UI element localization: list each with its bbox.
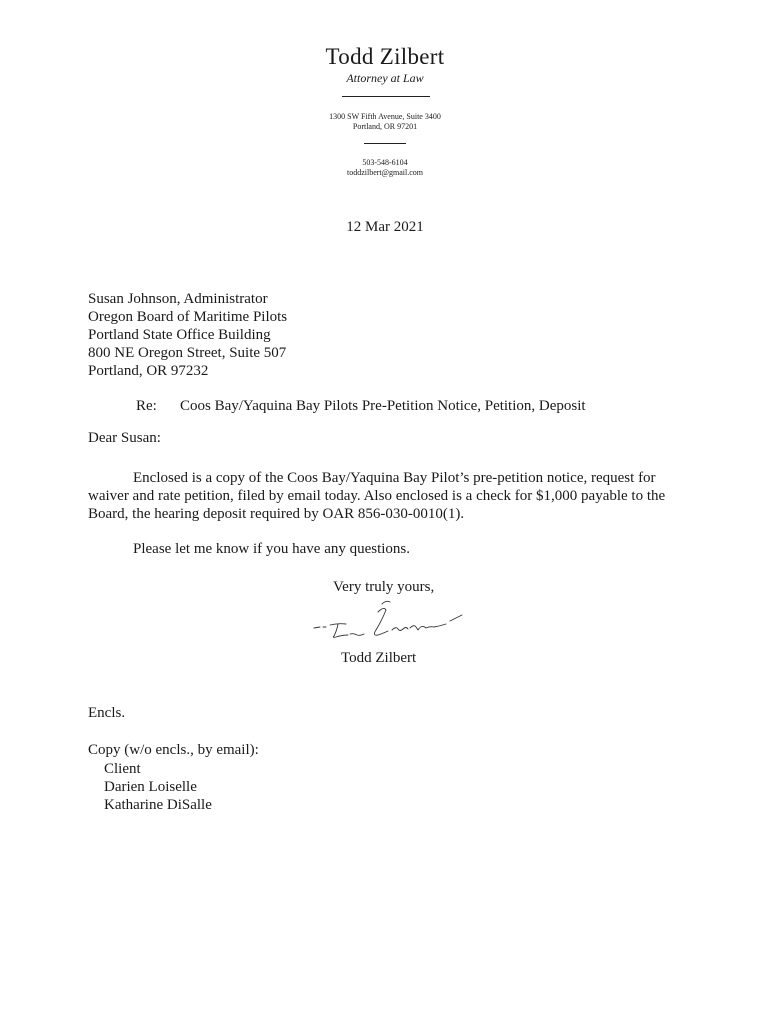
- body-line: Enclosed is a copy of the Coos Bay/Yaquina Bay Pilot’s pre-petition notice, request for: [133, 470, 656, 486]
- copy-recipient: Darien Loiselle: [104, 779, 197, 795]
- copy-heading: Copy (w/o encls., by email):: [88, 742, 259, 758]
- letterhead-divider: [342, 96, 430, 97]
- letter-date: 12 Mar 2021: [346, 219, 424, 235]
- body-paragraph-1: [88, 469, 688, 523]
- closing: Very truly yours,: [333, 579, 435, 595]
- recipient-line: Oregon Board of Maritime Pilots: [88, 309, 288, 325]
- letterhead-address-line1: 1300 SW Fifth Avenue, Suite 3400: [329, 112, 441, 121]
- letterhead-title: Attorney at Law: [346, 71, 424, 85]
- letterhead-name: Todd Zilbert: [325, 44, 445, 69]
- recipient-line: Susan Johnson, Administrator: [88, 291, 268, 307]
- letterhead-address-line2: Portland, OR 97201: [352, 122, 418, 131]
- letterhead-phone: 503-548-6104: [362, 158, 408, 167]
- re-label: Re:: [136, 398, 157, 414]
- letterhead-email: toddzilbert@gmail.com: [346, 168, 423, 177]
- copy-recipients: [104, 760, 212, 814]
- copy-recipient: Katharine DiSalle: [104, 797, 212, 813]
- body-line: waiver and rate petition, filed by email today. Also enclosed is a check for $1,000 payable to the: [88, 488, 666, 504]
- recipient-line: Portland, OR 97232: [88, 363, 209, 379]
- handwritten-signature: [312, 590, 472, 646]
- copy-recipient: Client: [104, 761, 141, 777]
- signer-name: Todd Zilbert: [341, 650, 417, 666]
- re-subject: Coos Bay/Yaquina Bay Pilots Pre-Petition Notice, Petition, Deposit: [180, 398, 586, 414]
- body-paragraph-2: Please let me know if you have any questions.: [133, 541, 411, 557]
- body-line: Board, the hearing deposit required by OAR 856-030-0010(1).: [88, 506, 465, 522]
- salutation: Dear Susan:: [88, 430, 161, 446]
- enclosures-note: Encls.: [88, 705, 126, 721]
- recipient-address: [88, 290, 287, 380]
- recipient-line: 800 NE Oregon Street, Suite 507: [88, 345, 287, 361]
- letterhead-divider-2: [364, 143, 406, 144]
- recipient-line: Portland State Office Building: [88, 327, 271, 343]
